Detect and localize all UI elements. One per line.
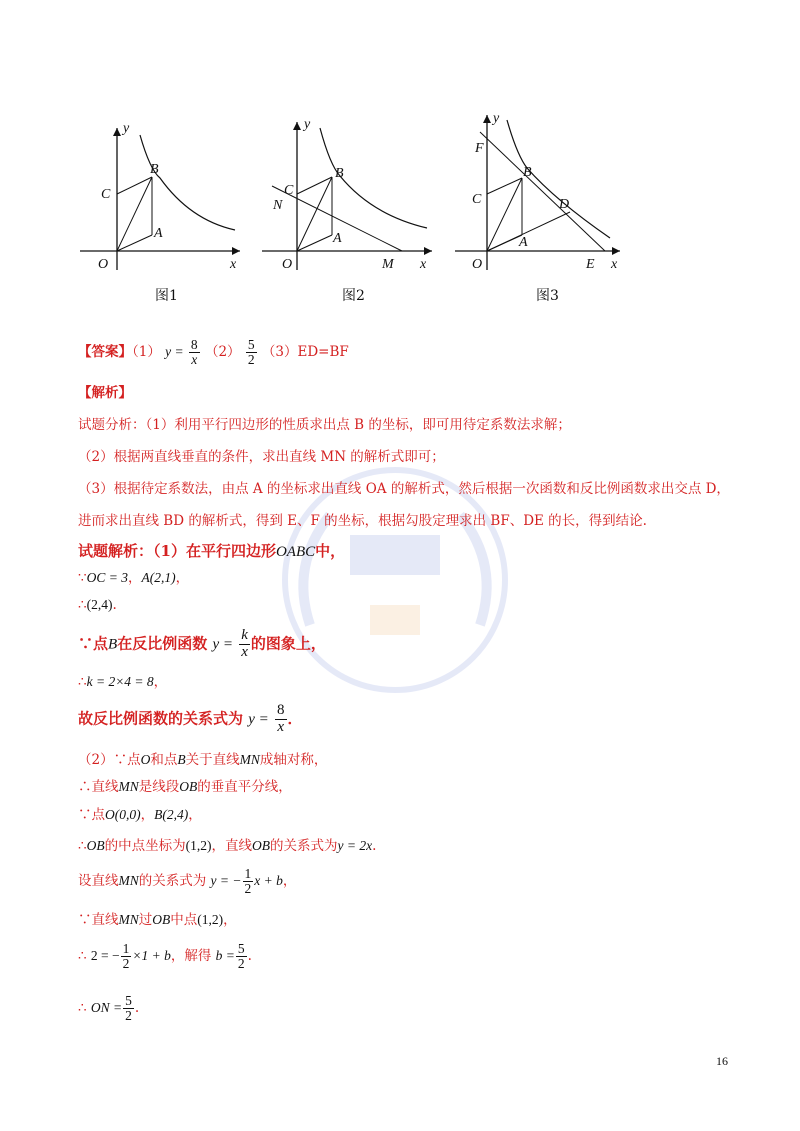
fraction-denominator: 2: [244, 881, 252, 897]
solution-fraction: [243, 867, 254, 896]
fig2-y-label: y: [304, 117, 311, 132]
fraction-denominator: 2: [125, 1008, 132, 1024]
solution-math: 2 = −: [90, 948, 120, 964]
solution-fraction: [123, 994, 134, 1023]
fig1-o-label: O: [98, 257, 109, 272]
fraction-numerator: 1: [122, 941, 130, 956]
fraction-numerator: 5: [247, 337, 255, 352]
solution-math: OABC: [275, 544, 316, 560]
fig3-b-label: B: [523, 165, 532, 180]
solution-math: (1,2): [185, 838, 212, 853]
solution-math: y =: [212, 636, 233, 653]
solution-text: ，: [153, 674, 168, 690]
solution-text: ∵点: [78, 807, 105, 823]
solution-math: OB: [152, 912, 171, 927]
solution-line-3: [78, 597, 117, 613]
solution-text: 中点: [170, 912, 198, 928]
answer-part2-label: （2）: [204, 344, 241, 361]
page-number: 16: [716, 1054, 728, 1068]
solution-text: 的关系式为: [269, 838, 338, 854]
solution-fraction: [275, 703, 287, 736]
answer-part1-label: （1）: [132, 344, 161, 361]
solution-math: OB: [251, 838, 270, 853]
solution-line-2: [78, 566, 189, 586]
solution-fraction: [239, 628, 250, 661]
answer-part1-fraction: [189, 338, 200, 367]
fig3-c-label: C: [472, 192, 482, 207]
solution-text: 试题解析：（1）在平行四边形: [78, 542, 276, 560]
fraction-numerator: 8: [190, 337, 198, 352]
solution-text: 的垂直平分线，: [197, 779, 292, 795]
analysis-line-3: （3）根据待定系数法，由点 A 的坐标求出直线 OA 的解析式，然后根据一次函数和反比例函数求出交点 D，: [78, 481, 730, 497]
figure-3: [455, 110, 635, 284]
solution-math: b =: [215, 948, 235, 964]
fig2-b-label: B: [335, 166, 344, 181]
fig1-a-label: A: [154, 226, 163, 241]
solution-line-4: [78, 628, 326, 661]
fraction-numerator: k: [241, 627, 248, 643]
solution-text: ∵点: [78, 634, 109, 653]
fig3-x-label: x: [611, 257, 618, 272]
solution-text: 过: [138, 912, 153, 928]
solution-math: O: [140, 752, 151, 767]
fig3-o-label: O: [472, 257, 483, 272]
solution-text: ，: [282, 873, 297, 890]
solution-text: ，: [127, 570, 142, 586]
therefore-symbol: ∴: [78, 1000, 87, 1017]
fig2-x-label: x: [420, 257, 427, 272]
solution-line-10: [78, 834, 376, 854]
fig1-x-label: x: [230, 257, 237, 272]
solution-math: MN: [239, 752, 260, 767]
fig3-a-label: A: [519, 235, 528, 250]
fig3-y-label: y: [493, 111, 500, 126]
solution-text: .: [134, 1000, 140, 1017]
fraction-denominator: x: [191, 352, 198, 368]
figure-1-caption: 图1: [155, 288, 178, 304]
solution-math: OB: [86, 838, 105, 853]
solution-text: ，: [175, 570, 190, 586]
answer-line: [78, 338, 349, 367]
solution-text: （2）∵点: [78, 752, 141, 768]
solution-text: ∴直线: [78, 779, 119, 795]
answer-part2-fraction: [246, 338, 257, 367]
figure-2-caption: 图2: [342, 288, 365, 304]
solution-text: 的图象上，: [250, 634, 326, 653]
solution-fraction: [121, 942, 132, 971]
solution-math: y = −: [210, 873, 242, 889]
solution-text: 故反比例函数的关系式为: [78, 709, 244, 728]
solution-line-5: [78, 670, 167, 690]
fig3-e-label: E: [586, 257, 595, 272]
fig3-d-label: D: [559, 197, 570, 212]
solution-text: 中，: [315, 542, 346, 560]
fig1-y-label: y: [123, 121, 130, 136]
solution-line-9: [78, 803, 202, 823]
figure-2: [262, 110, 442, 284]
solution-text: 关于直线: [185, 752, 240, 768]
solution-math: ON =: [90, 1000, 123, 1016]
solution-line-6: [78, 703, 303, 736]
figure-3-caption: 图3: [536, 288, 559, 304]
figure-1: [80, 110, 250, 284]
fig2-o-label: O: [282, 257, 293, 272]
fig2-m-label: M: [382, 257, 394, 272]
solution-math: O(0,0): [105, 807, 141, 822]
therefore-symbol: ∴: [78, 948, 87, 965]
solution-math: ×1 + b: [132, 948, 171, 964]
solution-text: ，直线: [211, 838, 252, 854]
solution-text: 的中点坐标为: [104, 838, 186, 854]
fig2-a-label: A: [333, 231, 342, 246]
solution-math: B: [177, 752, 186, 767]
solution-math: MN: [118, 779, 139, 794]
answer-part3: （3）ED=BF: [261, 344, 349, 361]
therefore-symbol: ∴: [78, 674, 87, 690]
fraction-denominator: 2: [247, 352, 255, 368]
solution-text: ∵直线: [78, 912, 119, 928]
solution-text: 成轴对称，: [259, 752, 328, 768]
fraction-numerator: 1: [244, 866, 252, 881]
solution-math: A(2,1): [141, 570, 176, 585]
answer-part1-lhs: y =: [165, 344, 184, 360]
solution-line-12: [78, 908, 237, 928]
solution-text: 的关系式为: [138, 873, 207, 890]
solution-line-13: [78, 942, 252, 971]
fig2-c-label: C: [284, 183, 294, 198]
solution-text: 是线段: [138, 779, 180, 795]
analysis-line-4: 进而求出直线 BD 的解析式，得到 E、F 的坐标，根据勾股定理求出 BF、DE 的长，得到结论.: [78, 513, 647, 529]
fraction-denominator: x: [241, 643, 248, 660]
solution-text: ，解得: [170, 948, 212, 965]
analysis-line-1: 试题分析：（1）利用平行四边形的性质求出点 B 的坐标，即可用待定系数法求解；: [78, 417, 571, 433]
therefore-symbol: ∴: [78, 838, 87, 854]
fig1-c-label: C: [101, 187, 111, 202]
solution-math: k = 2×4 = 8: [86, 674, 154, 689]
fig2-n-label: N: [273, 198, 283, 213]
fraction-denominator: 2: [237, 956, 245, 972]
because-symbol: ∵: [78, 570, 87, 586]
therefore-symbol: ∴: [78, 597, 87, 613]
solution-line-14: [78, 994, 139, 1023]
solution-line-1: [78, 540, 345, 561]
fraction-denominator: x: [277, 718, 285, 735]
analysis-tag: 【解析】: [78, 385, 132, 401]
solution-text: ．: [287, 709, 303, 728]
fig1-b-label: B: [150, 162, 159, 177]
solution-math: B: [108, 636, 118, 653]
fig3-f-label: F: [475, 141, 484, 156]
solution-line-11: [78, 867, 296, 896]
solution-text: ，: [140, 807, 155, 823]
solution-math: y =: [248, 711, 269, 728]
solution-text: .: [372, 838, 377, 854]
solution-math: y = 2x: [337, 838, 373, 853]
fraction-numerator: 5: [125, 993, 132, 1008]
solution-math: (1,2): [197, 912, 224, 927]
fraction-numerator: 8: [277, 702, 285, 718]
answer-tag: 【答案】: [78, 344, 132, 361]
solution-text: .: [112, 597, 117, 613]
solution-math: x + b: [254, 873, 283, 889]
solution-math: MN: [118, 912, 139, 927]
analysis-line-2: （2）根据两直线垂直的条件，求出直线 MN 的解析式即可；: [78, 449, 445, 465]
solution-text: 和点: [150, 752, 178, 768]
solution-math: OC = 3: [86, 570, 128, 585]
solution-text: ，: [223, 912, 237, 928]
solution-math: B(2,4): [154, 807, 189, 822]
solution-math: MN: [118, 873, 139, 889]
fraction-numerator: 5: [237, 941, 245, 956]
solution-math: OB: [179, 779, 198, 794]
fraction-denominator: 2: [122, 956, 130, 972]
solution-text: 设直线: [78, 873, 119, 890]
solution-text: .: [247, 948, 252, 965]
solution-fraction: [236, 942, 247, 971]
solution-text: 在反比例函数: [117, 634, 208, 653]
solution-math: (2,4): [86, 597, 113, 612]
solution-text: ，: [188, 807, 202, 823]
solution-line-7: [78, 748, 327, 768]
solution-line-8: [78, 775, 292, 795]
